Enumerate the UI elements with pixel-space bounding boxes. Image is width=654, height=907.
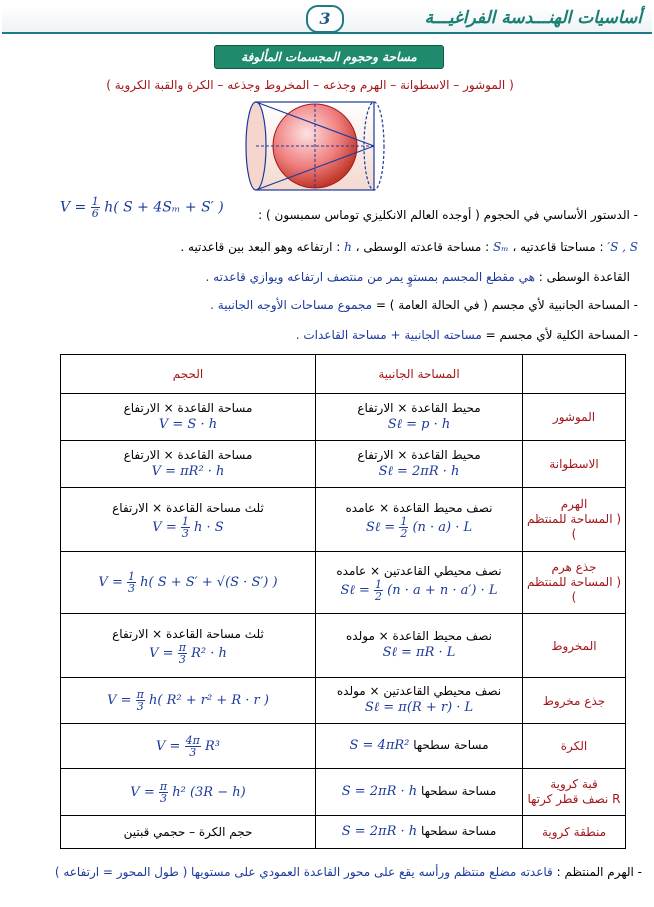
total-def: مساحته الجانبية + مساحة القاعدات .	[295, 328, 482, 342]
table-row	[61, 769, 626, 816]
page-number: 3	[306, 5, 344, 33]
volume-formula: V = $\frac{\pi}{3}$ h² (3R − h)	[130, 779, 246, 805]
volume-text: حجم الكرة – حجمي قبتين	[123, 824, 253, 839]
subtitle: ( الموشور – الاسطوانة – الهرم وجذعه – المخروط وجذعه – الكرة والقبة الكروية )	[106, 78, 514, 92]
volume-text: ثلث مساحة القاعدة × الارتفاع	[112, 500, 264, 515]
lateral-def: مجموع مساحات الأوجه الجانبية .	[210, 298, 373, 312]
mid-base-line	[10, 268, 630, 286]
volume-formula: V = $\frac{1}{3}$ h( S + S′ + √(S · S′) )	[98, 570, 278, 595]
table-row	[61, 488, 626, 552]
volume-formula: V = $\frac{\pi}{3}$ h( R² + r² + R · r )	[107, 688, 269, 713]
header-volume: الحجم	[61, 355, 316, 394]
row-volume	[61, 724, 316, 769]
volume-text: مساحة القاعدة × الارتفاع	[123, 447, 253, 462]
volume-text: ثلث مساحة القاعدة × الارتفاع	[112, 626, 264, 641]
bases-text: : مساحتا قاعدتيه ،	[512, 240, 604, 254]
formulas-table	[60, 354, 626, 849]
lateral-text: نصف محيط القاعدة × مولده	[346, 629, 492, 643]
fraction-pi-third: $\frac{\pi}{3}$	[159, 779, 168, 805]
row-name: منطقة كروية	[523, 816, 626, 849]
table-row	[61, 394, 626, 441]
volume-formula: V = $\frac{1}{3}$ h · S	[152, 514, 224, 540]
total-line: - المساحة الكلية لأي مجسم = مساحته الجانبية + مساحة القاعدات .	[295, 328, 638, 342]
lateral-text: مساحة سطحها	[413, 738, 489, 752]
lateral-formula: Sℓ = 2πR · h	[378, 463, 460, 479]
row-lateral	[316, 552, 523, 614]
lateral-text: نصف محيطي القاعدتين × عامده	[336, 563, 502, 578]
sphere-cylinder-figure	[242, 96, 392, 196]
lateral-text: مساحة سطحها	[420, 784, 497, 798]
row-lateral	[316, 488, 523, 552]
row-name: جذع هرم	[551, 560, 597, 574]
lateral-formula: S = 2πR · h	[341, 824, 418, 839]
row-name: قبة كروية	[550, 777, 598, 791]
table-row	[61, 441, 626, 488]
h-text: : ارتفاعه وهو البعد بين قاعدتيه .	[180, 240, 341, 254]
section-banner: مساحة وحجوم المجسمات المألوفة	[214, 45, 444, 69]
row-name-note: ( المساحة للمنتظم )	[526, 512, 622, 541]
table-row	[61, 678, 626, 724]
basic-law-formula	[60, 196, 224, 219]
row-volume	[61, 394, 316, 441]
table-row	[61, 552, 626, 614]
row-name-cell	[523, 488, 626, 552]
lateral-line: - المساحة الجانبية لأي مجسم ( في الحالة العامة ) = مجموع مساحات الأوجه الجانبية .	[210, 298, 638, 312]
fraction-third: $\frac{1}{3}$	[181, 514, 189, 540]
lateral-formula: Sℓ = π(R + r) · L	[364, 700, 474, 715]
row-volume	[61, 678, 316, 724]
basic-law-body: h( S + 4Sₘ + S′ )	[104, 199, 224, 216]
row-volume	[61, 488, 316, 552]
row-name: الاسطوانة	[523, 441, 626, 488]
lateral-formula: S = 2πR · h	[341, 784, 418, 799]
table-row	[61, 724, 626, 769]
row-lateral	[316, 441, 523, 488]
bases-vars: S , S′	[607, 240, 638, 254]
total-label: المساحة الكلية لأي مجسم =	[485, 328, 630, 342]
table-row	[61, 816, 626, 849]
footer-label: الهرم المنتظم :	[556, 865, 634, 879]
lateral-formula: Sℓ = $\frac{1}{2}$ (n · a) · L	[365, 514, 473, 540]
fraction-third: $\frac{1}{3}$	[127, 570, 135, 595]
fraction-half: $\frac{1}{2}$	[400, 514, 408, 540]
row-name: الهرم	[560, 497, 588, 511]
fraction-half: $\frac{1}{2}$	[375, 577, 383, 603]
lateral-text: نصف محيط القاعدة × عامده	[345, 500, 493, 515]
row-volume	[61, 552, 316, 614]
lateral-text: مساحة سطحها	[420, 824, 497, 838]
row-name: الكرة	[523, 724, 626, 769]
volume-formula: V = $\frac{4\pi}{3}$ R³	[156, 733, 220, 759]
fraction-one-sixth: $\frac{1}{6}$	[91, 195, 99, 220]
mid-base-label: القاعدة الوسطى :	[538, 270, 630, 284]
row-lateral	[316, 724, 523, 769]
row-lateral	[316, 394, 523, 441]
volume-formula: V = $\frac{\pi}{3}$ R² · h	[149, 640, 227, 666]
fraction-pi-third: $\frac{\pi}{3}$	[178, 640, 186, 666]
h-var: h	[344, 240, 352, 254]
row-name-note: ( المساحة للمنتظم )	[526, 575, 622, 604]
row-lateral	[316, 816, 523, 849]
row-volume	[61, 816, 316, 849]
header-title: أساسيات الهنـــدسة الفراغيـــة	[424, 8, 642, 28]
lateral-label: المساحة الجانبية لأي مجسم ( في الحالة العامة ) =	[375, 298, 630, 312]
lateral-formula: Sℓ = p · h	[387, 416, 451, 432]
row-name: جذع مخروط	[523, 678, 626, 724]
row-volume	[61, 441, 316, 488]
volume-text: مساحة القاعدة × الارتفاع	[123, 400, 253, 415]
volume-formula: V = πR² · h	[151, 463, 225, 479]
lateral-text: نصف محيطي القاعدتين × مولده	[336, 684, 502, 698]
basic-law-text: الدستور الأساسي في الحجوم ( أوجده العالم الانكليزي توماس سمبسون ) :	[258, 208, 630, 222]
mid-base-def: هي مقطع المجسم بمستوٍ يمر من منتصف ارتفاعه ويوازي قاعدته .	[205, 270, 535, 284]
row-lateral	[316, 769, 523, 816]
v-label: V =	[60, 199, 87, 216]
row-name: المخروط	[523, 614, 626, 678]
header	[0, 0, 654, 34]
lateral-formula: S = 4πR²	[349, 738, 410, 753]
header-name	[523, 355, 626, 394]
lateral-formula: Sℓ = πR · L	[382, 645, 456, 660]
row-volume	[61, 769, 316, 816]
header-lateral: المساحة الجانبية	[316, 355, 523, 394]
row-name-note: R نصف قطر كرتها	[527, 792, 621, 806]
lateral-text: محيط القاعدة × الارتفاع	[357, 400, 481, 415]
footer-definition: - الهرم المنتظم : قاعدته مضلع منتظم ورأسه يقع على محور القاعدة العمودي على مستويها ( طول المحور = ارتفاعه )	[54, 865, 642, 879]
row-lateral	[316, 678, 523, 724]
row-name-cell	[523, 552, 626, 614]
basic-law-line: - الدستور الأساسي في الحجوم ( أوجده العالم الانكليزي توماس سمبسون ) :	[258, 208, 638, 222]
fraction-four-pi-third: $\frac{4\pi}{3}$	[185, 733, 200, 759]
table-header-row	[61, 355, 626, 394]
row-name-cell	[523, 769, 626, 816]
row-lateral	[316, 614, 523, 678]
mid-var: Sₘ	[493, 240, 509, 254]
footer-def: قاعدته مضلع منتظم ورأسه يقع على محور القاعدة العمودي على مستويها ( طول المحور = ارتفاعه )	[54, 865, 553, 879]
lateral-text: محيط القاعدة × الارتفاع	[357, 447, 481, 462]
fraction-pi-third: $\frac{\pi}{3}$	[136, 688, 144, 713]
variables-line	[18, 238, 638, 256]
table-row	[61, 614, 626, 678]
lateral-formula: Sℓ = $\frac{1}{2}$ (n · a + n · a′) · L	[340, 577, 498, 603]
volume-formula: V = S · h	[158, 416, 218, 432]
mid-text: : مساحة قاعدته الوسطى ،	[355, 240, 490, 254]
row-name: الموشور	[523, 394, 626, 441]
row-volume	[61, 614, 316, 678]
